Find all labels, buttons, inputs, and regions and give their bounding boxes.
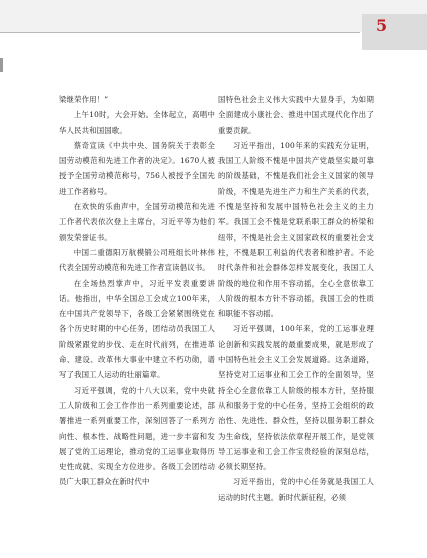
- paragraph: 习近平指出，100年来的实践充分证明，我国工人阶级不愧是中国共产党最坚实最可靠的阶级基础，不愧是我们社会主义国家的领导阶级，不愧是先进生产力和生产关系的代表，不愧是坚持和发展中国特色社会主义的主力军。我国工会不愧是党联系职工群众的桥梁和纽带，不愧是社会主义国家政权的重要社会支柱，不愧是职工利益的代表者和维护者。不论时代条件和社会群体怎样发展变化，我国工人阶级的地位和作用不容动摇，全心全意依靠工人阶级的根本方针不容动摇，我国工会的性质和职能不容动摇。: [218, 140, 374, 319]
- paragraph: 习近平强调，100年来，党的工运事业理论创新和实践发展的最重要成果，就是形成了中国特色社会主义工会发展道路。这条道路，坚持党对工运事业和工会工作的全面领导，坚持全心全意依靠工人阶级的根本方针，坚持服从和服务于党的中心任务，坚持工会组织的政治性、先进性、群众性，坚持以服务职工群众为生命线，坚持依法依章程开展工作，是党领导工运事业和工会工作宝贵经验的深刻总结，必须长期坚持。: [218, 324, 374, 472]
- paragraph: 上午10时，大会开始。全体起立，高唱中华人民共和国国歌。: [59, 110, 215, 135]
- paragraph: 梁继荣作用！”: [59, 95, 109, 104]
- right-text-column: [218, 92, 374, 505]
- margin-mark: [0, 58, 3, 72]
- paragraph: 蔡奇宣读《中共中央、国务院关于表彰全国劳动模范和先进工作者的决定》。1670人被授予全国劳动模范称号，756人被授予全国先进工作者称号。: [59, 140, 215, 196]
- header-rule: [0, 32, 360, 33]
- paragraph: 中国二重德阳万航模锻公司班组长叶林伟代表全国劳动模范和先进工作者宣读倡议书。: [59, 247, 215, 273]
- paragraph: 习近平强调，党的十八大以来，党中央就工人阶级和工会工作作出一系列重要论述，部署推进一系列重要工作，深刻回答了一系列方向性、根本性、战略性问题，进一步丰富和发展了党的工运理论，推动党的工运事业取得历史性成就、实现全方位进步。各级工会团结动员广大职工群众在新时代中: [59, 385, 215, 487]
- page-number: 5: [376, 16, 388, 35]
- page-number-tab: [362, 14, 427, 50]
- left-text-column: [59, 92, 215, 490]
- paragraph: 国特色社会主义伟大实践中大显身手，为如期全面建成小康社会、推进中国式现代化作出了重要贡献。: [218, 95, 374, 135]
- paragraph: 在全场热烈掌声中，习近平发表重要讲话。他指出，中华全国总工会成立100年来，在中国共产党领导下，各级工会紧紧围绕党在各个历史时期的中心任务，团结动员我国工人阶级紧跟党的步伐、走在时代前列，在推进革命、建设、改革伟大事业中建立不朽功勋，谱写了我国工人运动的壮丽篇章。: [59, 278, 215, 380]
- paragraph: 在欢快的乐曲声中，全国劳动模范和先进工作者代表依次登上主席台，习近平等为他们颁发荣誉证书。: [59, 202, 215, 242]
- paragraph: 习近平指出，党的中心任务就是我国工人运动的时代主题。新时代新征程，必须: [218, 477, 374, 502]
